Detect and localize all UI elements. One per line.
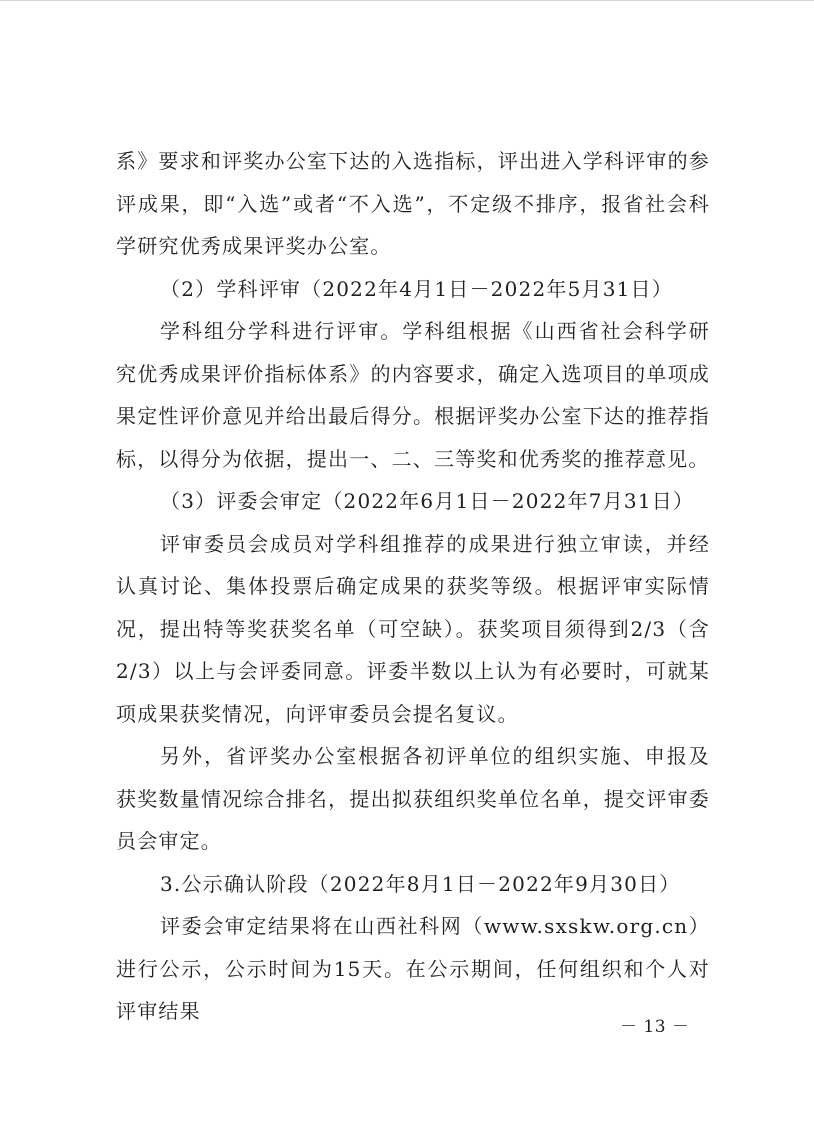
paragraph-committee-approval: 评审委员会成员对学科组推荐的成果进行独立审读，并经认真讨论、集体投票后确定成果的获奖等级。根据评审实际情况，提出特等奖获奖名单（可空缺）。获奖项目须得到2/3（含2/3）以上与会评委同意。评委半数以上认为有必要时，可就某项成果获奖情况，向评审委员会提名复议。	[116, 531, 710, 726]
paragraph-continuation: 系》要求和评奖办公室下达的入选指标，评出进入学科评审的参评成果，即“入选”或者“不入选”，不定级不排序，报省社会科学研究优秀成果评奖办公室。	[116, 149, 710, 258]
paragraph-subject-review: 学科组分学科进行评审。学科组根据《山西省社会科学研究优秀成果评价指标体系》的内容要求，确定入选项目的单项成果定性评价意见并给出最后得分。根据评奖办公室下达的推荐指标，以得分为依据，提出一、二、三等奖和优秀奖的推荐意见。	[116, 319, 710, 471]
page-top-border	[0, 0, 814, 1]
heading-subject-review: （2）学科评审（2022年4月1日－2022年5月31日）	[160, 276, 673, 301]
document-body	[116, 140, 710, 1033]
page-number: － 13 －	[620, 1017, 690, 1037]
heading-committee-approval: （3）评委会审定（2022年6月1日－2022年7月31日）	[160, 489, 695, 513]
heading-publicity-stage: 3.公示确认阶段（2022年8月1日－2022年9月30日）	[160, 871, 681, 896]
paragraph-publicity: 评委会审定结果将在山西社科网（www.sxskw.org.cn）进行公示，公示时间为15天。在公示期间，任何组织和个人对评审结果	[116, 914, 710, 1023]
paragraph-organization-award: 另外，省评奖办公室根据各初评单位的组织实施、申报及获奖数量情况综合排名，提出拟获组织奖单位名单，提交评审委员会审定。	[116, 744, 710, 853]
